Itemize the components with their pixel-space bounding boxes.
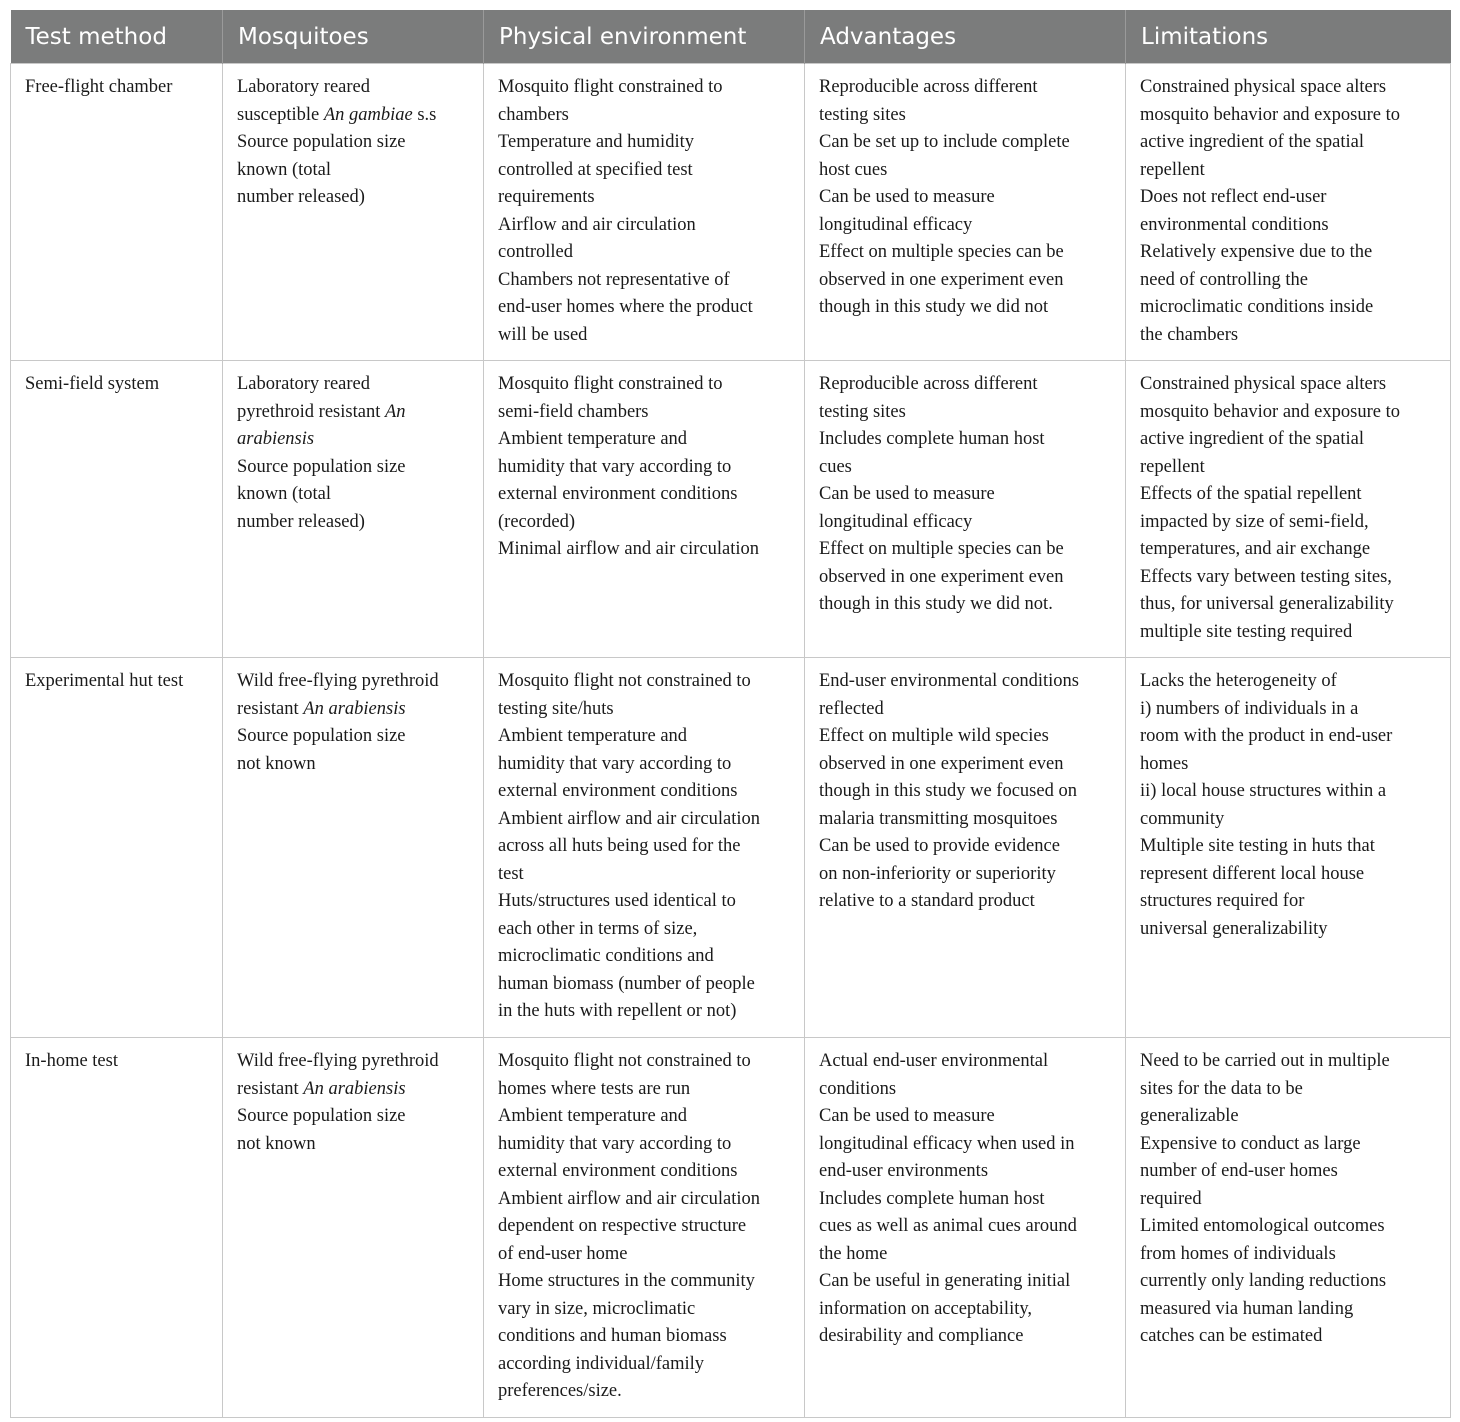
cell-physical-environment: [484, 64, 805, 361]
cell-text-line: Mosquito flight constrained to: [498, 77, 723, 97]
cell-text-line: not known: [237, 753, 316, 774]
cell-text-line: observed in one experiment even: [819, 753, 1064, 774]
table-row: [11, 64, 1451, 361]
cell-text-line: information on acceptability,: [819, 1298, 1033, 1319]
cell-test-method: [11, 1038, 223, 1418]
cell-text-line: ii) local house structures within a: [1140, 781, 1387, 801]
cell-text-line: structures required for: [1140, 891, 1305, 911]
cell-text-line: Effects of the spatial repellent: [1140, 484, 1362, 504]
cell-text-line: vary in size, microclimatic: [498, 1298, 696, 1319]
cell-test-method: [11, 361, 223, 658]
cell-text-line: community: [1140, 808, 1225, 829]
cell-text-line: Relatively expensive due to the: [1140, 242, 1373, 262]
cell-text-line: preferences/size.: [498, 1381, 622, 1401]
cell-text-line: sites for the data to be: [1140, 1078, 1303, 1099]
header-physical-environment: Physical environment: [484, 10, 805, 64]
cell-text-line: Laboratory reared: [237, 77, 371, 97]
header-test-method: Test method: [11, 10, 223, 64]
cell-text-line: resistant An arabiensis: [237, 698, 406, 719]
cell-text-line: Effect on multiple species can be: [819, 242, 1064, 262]
cell-text-line: the home: [819, 1243, 888, 1264]
cell-text-line: external environment conditions: [498, 781, 738, 801]
cell-text-line: Chambers not representative of: [498, 269, 730, 290]
cell-text-line: testing site/huts: [498, 698, 614, 719]
cell-text-line: the chambers: [1140, 324, 1239, 345]
cell-text-line: mosquito behavior and exposure to: [1140, 401, 1400, 422]
cell-text-line: humidity that vary according to: [498, 753, 732, 774]
cell-text-line: Source population size: [237, 456, 406, 477]
cell-text-line: conditions: [819, 1078, 897, 1099]
cell-text-line: Limited entomological outcomes: [1140, 1216, 1385, 1236]
cell-text-line: controlled at specified test: [498, 159, 693, 180]
cell-text-line: Ambient temperature and: [498, 429, 688, 449]
cell-text-line: though in this study we focused on: [819, 781, 1077, 801]
cell-text-line: impacted by size of semi-field,: [1140, 511, 1369, 532]
cell-advantages: [805, 64, 1126, 361]
cell-text-line: Wild free-flying pyrethroid: [237, 671, 439, 691]
cell-text-line: observed in one experiment even: [819, 269, 1064, 290]
cell-text-line: from homes of individuals: [1140, 1243, 1336, 1264]
cell-text-line: Includes complete human host: [819, 1188, 1045, 1209]
cell-text-line: room with the product in end-user: [1140, 726, 1393, 746]
cell-text-line: Mosquito flight not constrained to: [498, 1051, 751, 1071]
cell-text-line: i) numbers of individuals in a: [1140, 698, 1359, 719]
cell-text-line: Need to be carried out in multiple: [1140, 1051, 1390, 1071]
cell-text-line: active ingredient of the spatial: [1140, 132, 1364, 152]
cell-text-line: Reproducible across different: [819, 77, 1038, 97]
cell-text-line: humidity that vary according to: [498, 1133, 732, 1154]
cell-text-line: Source population size: [237, 1106, 406, 1126]
cell-text-line: In-home test: [25, 1051, 118, 1071]
cell-physical-environment: [484, 361, 805, 658]
cell-text-line: susceptible An gambiae s.s: [237, 104, 437, 125]
cell-limitations: [1126, 64, 1451, 361]
cell-text-line: Experimental hut test: [25, 671, 184, 691]
cell-text-line: microclimatic conditions inside: [1140, 297, 1374, 317]
cell-text-line: known (total: [237, 159, 332, 180]
cell-text-line: each other in terms of size,: [498, 918, 698, 939]
cell-text-line: Constrained physical space alters: [1140, 374, 1387, 394]
header-row: [11, 10, 1451, 64]
cell-text-line: Expensive to conduct as large: [1140, 1133, 1361, 1154]
cell-text-line: currently only landing reductions: [1140, 1271, 1387, 1291]
cell-text-line: Includes complete human host: [819, 429, 1045, 449]
cell-text-line: measured via human landing: [1140, 1298, 1354, 1319]
cell-text-line: Ambient airflow and air circulation: [498, 1188, 760, 1209]
cell-text-line: Effect on multiple wild species: [819, 726, 1049, 746]
cell-text-line: thus, for universal generalizability: [1140, 594, 1394, 614]
cell-text-line: Semi-field system: [25, 374, 160, 394]
table-row: [11, 1038, 1451, 1418]
cell-text-line: known (total: [237, 484, 332, 504]
cell-text-line: of end-user home: [498, 1243, 628, 1264]
cell-text-line: in the huts with repellent or not): [498, 1001, 737, 1021]
cell-text-line: host cues: [819, 159, 888, 180]
cell-advantages: [805, 1038, 1126, 1418]
cell-text-line: resistant An arabiensis: [237, 1078, 406, 1099]
cell-text-line: though in this study we did not.: [819, 594, 1053, 614]
cell-text-line: Constrained physical space alters: [1140, 77, 1387, 97]
cell-text-line: pyrethroid resistant An: [237, 401, 406, 422]
comparison-table: [10, 10, 1451, 1418]
cell-text-line: Huts/structures used identical to: [498, 891, 736, 911]
cell-text-line: temperatures, and air exchange: [1140, 539, 1371, 559]
cell-text-line: Laboratory reared: [237, 374, 371, 394]
cell-text-line: homes where tests are run: [498, 1078, 691, 1099]
cell-text-line: Home structures in the community: [498, 1271, 755, 1291]
cell-text-line: Ambient temperature and: [498, 1106, 688, 1126]
cell-text-line: mosquito behavior and exposure to: [1140, 104, 1400, 125]
cell-text-line: microclimatic conditions and: [498, 946, 714, 966]
cell-text-line: Minimal airflow and air circulation: [498, 539, 759, 559]
cell-text-line: Free-flight chamber: [25, 77, 173, 97]
cell-physical-environment: [484, 1038, 805, 1418]
cell-text-line: longitudinal efficacy when used in: [819, 1133, 1075, 1154]
cell-text-line: need of controlling the: [1140, 269, 1308, 290]
cell-text-line: Reproducible across different: [819, 374, 1038, 394]
cell-text-line: longitudinal efficacy: [819, 511, 973, 532]
cell-text-line: semi-field chambers: [498, 401, 649, 422]
cell-text-line: dependent on respective structure: [498, 1216, 747, 1236]
cell-text-line: Can be useful in generating initial: [819, 1271, 1071, 1291]
cell-text-line: Mosquito flight constrained to: [498, 374, 723, 394]
cell-mosquitoes: [223, 1038, 484, 1418]
cell-text-line: End-user environmental conditions: [819, 671, 1079, 691]
cell-mosquitoes: [223, 658, 484, 1038]
cell-text-line: testing sites: [819, 104, 906, 125]
cell-text-line: external environment conditions: [498, 1161, 738, 1181]
cell-text-line: (recorded): [498, 511, 576, 532]
cell-text-line: humidity that vary according to: [498, 456, 732, 477]
cell-text-line: Mosquito flight not constrained to: [498, 671, 751, 691]
cell-text-line: on non-inferiority or superiority: [819, 863, 1056, 884]
cell-text-line: Does not reflect end-user: [1140, 187, 1327, 207]
cell-text-line: repellent: [1140, 456, 1205, 477]
cell-text-line: malaria transmitting mosquitoes: [819, 808, 1058, 829]
cell-text-line: repellent: [1140, 159, 1205, 180]
cell-text-line: Can be used to measure: [819, 187, 995, 207]
cell-text-line: external environment conditions: [498, 484, 738, 504]
cell-text-line: Source population size: [237, 132, 406, 152]
cell-text-line: universal generalizability: [1140, 918, 1328, 939]
cell-text-line: not known: [237, 1133, 316, 1154]
cell-text-line: arabiensis: [237, 429, 315, 449]
cell-test-method: [11, 64, 223, 361]
cell-text-line: multiple site testing required: [1140, 621, 1353, 642]
cell-limitations: [1126, 361, 1451, 658]
cell-text-line: end-user environments: [819, 1161, 989, 1181]
header-limitations: Limitations: [1126, 10, 1451, 64]
cell-text-line: desirability and compliance: [819, 1326, 1024, 1346]
cell-mosquitoes: [223, 64, 484, 361]
cell-text-line: Multiple site testing in huts that: [1140, 836, 1375, 856]
cell-text-line: number released): [237, 187, 365, 207]
cell-text-line: end-user homes where the product: [498, 297, 753, 317]
cell-text-line: Airflow and air circulation: [498, 214, 696, 235]
cell-text-line: though in this study we did not: [819, 297, 1049, 317]
cell-text-line: Ambient temperature and: [498, 726, 688, 746]
cell-text-line: controlled: [498, 242, 574, 262]
cell-advantages: [805, 361, 1126, 658]
cell-text-line: number released): [237, 511, 365, 532]
cell-text-line: environmental conditions: [1140, 214, 1329, 235]
cell-text-line: according individual/family: [498, 1353, 705, 1374]
cell-text-line: Source population size: [237, 726, 406, 746]
cell-text-line: cues: [819, 456, 852, 477]
cell-limitations: [1126, 1038, 1451, 1418]
cell-text-line: Actual end-user environmental: [819, 1051, 1049, 1071]
cell-text-line: Temperature and humidity: [498, 132, 694, 152]
header-mosquitoes: Mosquitoes: [223, 10, 484, 64]
cell-text-line: number of end-user homes: [1140, 1161, 1338, 1181]
cell-text-line: Wild free-flying pyrethroid: [237, 1051, 439, 1071]
cell-text-line: conditions and human biomass: [498, 1326, 727, 1346]
cell-text-line: reflected: [819, 698, 884, 719]
cell-text-line: catches can be estimated: [1140, 1326, 1323, 1346]
cell-text-line: observed in one experiment even: [819, 566, 1064, 587]
table-row: [11, 658, 1451, 1038]
cell-advantages: [805, 658, 1126, 1038]
cell-text-line: active ingredient of the spatial: [1140, 429, 1364, 449]
cell-text-line: Lacks the heterogeneity of: [1140, 671, 1337, 691]
cell-text-line: across all huts being used for the: [498, 836, 741, 856]
header-advantages: Advantages: [805, 10, 1126, 64]
cell-limitations: [1126, 658, 1451, 1038]
cell-mosquitoes: [223, 361, 484, 658]
cell-text-line: Can be used to measure: [819, 1106, 995, 1126]
cell-text-line: testing sites: [819, 401, 906, 422]
cell-text-line: will be used: [498, 324, 588, 345]
cell-text-line: Effects vary between testing sites,: [1140, 566, 1392, 587]
cell-test-method: [11, 658, 223, 1038]
cell-text-line: cues as well as animal cues around: [819, 1216, 1077, 1236]
cell-physical-environment: [484, 658, 805, 1038]
cell-text-line: Can be used to provide evidence: [819, 836, 1060, 856]
cell-text-line: test: [498, 863, 524, 884]
table-row: [11, 361, 1451, 658]
cell-text-line: Can be used to measure: [819, 484, 995, 504]
cell-text-line: represent different local house: [1140, 863, 1365, 884]
cell-text-line: relative to a standard product: [819, 891, 1035, 911]
cell-text-line: generalizable: [1140, 1106, 1239, 1126]
cell-text-line: chambers: [498, 104, 569, 125]
cell-text-line: requirements: [498, 187, 595, 207]
cell-text-line: Ambient airflow and air circulation: [498, 808, 760, 829]
cell-text-line: longitudinal efficacy: [819, 214, 973, 235]
cell-text-line: required: [1140, 1188, 1202, 1209]
cell-text-line: Can be set up to include complete: [819, 132, 1070, 152]
cell-text-line: Effect on multiple species can be: [819, 539, 1064, 559]
cell-text-line: homes: [1140, 753, 1189, 774]
cell-text-line: human biomass (number of people: [498, 973, 755, 994]
